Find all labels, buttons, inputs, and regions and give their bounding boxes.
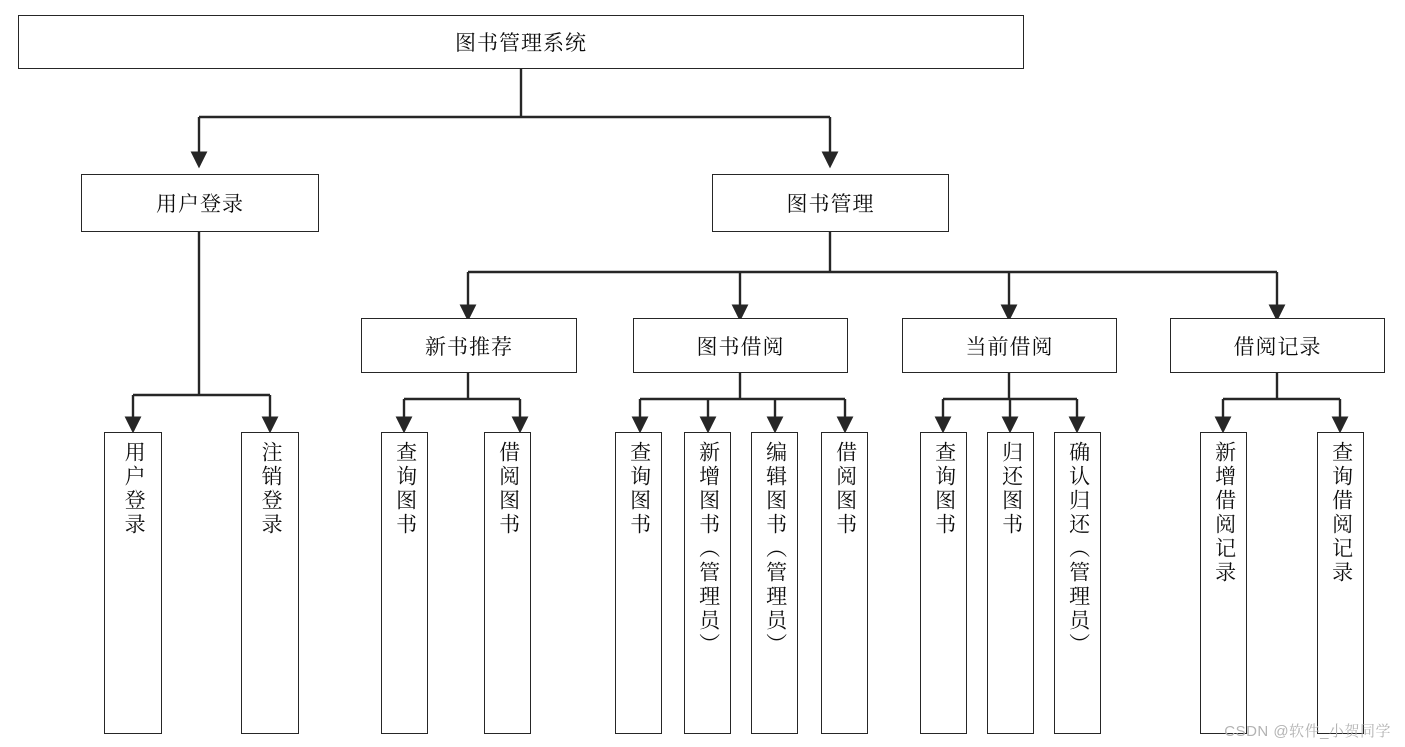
leaf-borrow-add-book-label: 新增图书（管理员） xyxy=(696,441,720,657)
leaf-records-query-label: 查询借阅记录 xyxy=(1329,441,1353,585)
leaf-current-query-book-label: 查询图书 xyxy=(932,441,956,537)
leaf-borrow-query-book[interactable] xyxy=(615,432,662,734)
leaf-new-books-borrow[interactable] xyxy=(484,432,531,734)
leaf-current-query-book[interactable] xyxy=(920,432,967,734)
node-current-borrow[interactable] xyxy=(902,318,1117,373)
leaf-user-login[interactable] xyxy=(104,432,162,734)
leaf-new-books-query-label: 查询图书 xyxy=(393,441,417,537)
node-root-label: 图书管理系统 xyxy=(455,32,587,55)
leaf-borrow-query-book-label: 查询图书 xyxy=(627,441,651,537)
node-book-borrow[interactable] xyxy=(633,318,848,373)
leaf-borrow-edit-book[interactable] xyxy=(751,432,798,734)
leaf-new-books-query[interactable] xyxy=(381,432,428,734)
leaf-records-add-label: 新增借阅记录 xyxy=(1212,441,1236,585)
node-new-book-recommend-label: 新书推荐 xyxy=(425,335,513,359)
watermark: CSDN @软件_小贺同学 xyxy=(1224,723,1391,740)
leaf-current-confirm-return-label: 确认归还（管理员） xyxy=(1066,441,1090,657)
leaf-user-logout-label: 注销登录 xyxy=(259,441,283,537)
node-book-management-label: 图书管理 xyxy=(786,193,875,216)
leaf-current-return-book-label: 归还图书 xyxy=(999,441,1023,537)
node-current-borrow-label: 当前借阅 xyxy=(965,335,1054,359)
leaf-current-return-book[interactable] xyxy=(987,432,1034,734)
node-book-management[interactable] xyxy=(712,174,949,232)
leaf-borrow-borrow-book-label: 借阅图书 xyxy=(833,441,857,537)
leaf-new-books-borrow-label: 借阅图书 xyxy=(496,441,520,537)
leaf-borrow-borrow-book[interactable] xyxy=(821,432,868,734)
node-book-borrow-label: 图书借阅 xyxy=(696,335,785,359)
leaf-user-logout[interactable] xyxy=(241,432,299,734)
leaf-user-login-label: 用户登录 xyxy=(122,441,146,537)
node-new-book-recommend[interactable] xyxy=(361,318,577,373)
leaf-records-add[interactable] xyxy=(1200,432,1247,734)
node-root[interactable] xyxy=(18,15,1024,69)
leaf-borrow-add-book[interactable] xyxy=(684,432,731,734)
node-borrow-records[interactable] xyxy=(1170,318,1385,373)
node-borrow-records-label: 借阅记录 xyxy=(1233,335,1322,359)
node-user-login-label: 用户登录 xyxy=(156,193,244,216)
node-user-login[interactable] xyxy=(81,174,319,232)
leaf-records-query[interactable] xyxy=(1317,432,1364,734)
leaf-current-confirm-return[interactable] xyxy=(1054,432,1101,734)
leaf-borrow-edit-book-label: 编辑图书（管理员） xyxy=(763,441,787,657)
